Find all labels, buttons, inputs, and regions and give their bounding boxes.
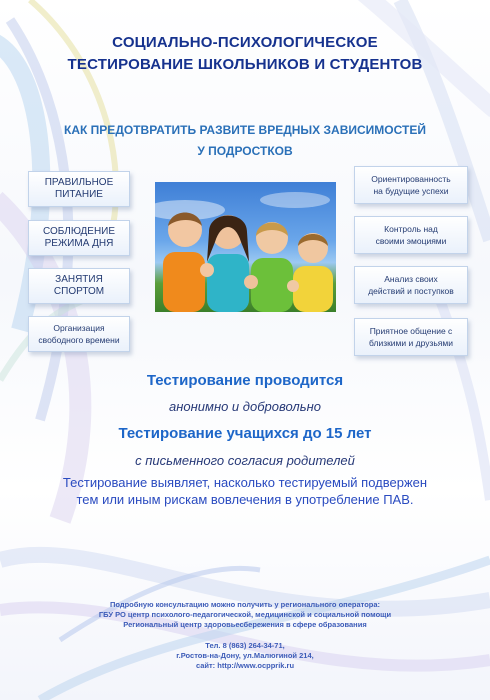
tile-text: СОБЛЮДЕНИЕ [42,226,116,237]
tile-free-time [28,316,130,352]
tile-text: Организация [53,323,105,333]
tile-pleasant-communication [354,318,468,356]
tile-proper-nutrition [28,171,130,207]
title-line-2: ТЕСТИРОВАНИЕ ШКОЛЬНИКОВ И СТУДЕНТОВ [67,56,423,73]
footer-site-link[interactable]: сайт: http://www.ocpprik.ru [195,661,295,670]
tile-sports [28,268,130,304]
tile-text: близкими и друзьями [369,338,453,348]
description-line-1: Тестирование выявляет, насколько тестируемый подвержен [62,475,428,490]
page-title [20,32,470,76]
tile-text: Приятное общение с [369,326,453,336]
tile-daily-routine [28,220,130,256]
tile-text: ПИТАНИЕ [55,189,103,200]
title-line-1: СОЦИАЛЬНО-ПСИХОЛОГИЧЕСКОЕ [112,34,378,51]
tile-text: РЕЖИМА ДНЯ [44,238,114,249]
footer-phone: Тел. 8 (863) 264-34-71, [205,641,285,650]
age-heading: Тестирование учащихся до 15 лет [118,425,372,442]
footer-line-2: ГБУ РО центр психолого-педагогической, медицинской и социальной помощи [98,610,392,619]
footer-contacts [70,641,420,671]
tile-text: ЗАНЯТИЯ [55,274,103,285]
footer-line-3: Региональный центр здоровьесбережения в сфере образования [123,620,367,629]
tile-text: Анализ своих [384,274,438,284]
teenagers-illustration [155,182,336,312]
anonymous-text: анонимно и добровольно [169,399,321,414]
tile-text: Ориентированность [371,174,451,184]
description-line-2: тем или иным рискам вовлечения в употребление ПАВ. [76,492,414,507]
tile-emotion-control [354,216,468,254]
page-subtitle [20,120,470,162]
tile-text: на будущие успехи [373,186,449,196]
tile-future-success [354,166,468,204]
description [25,474,465,508]
subtitle-line-2: У ПОДРОСТКОВ [197,144,293,158]
tile-text: свободного времени [38,335,120,345]
footer-operator-info [70,600,420,630]
subtitle-line-1: КАК ПРЕДОТВРАТИТЬ РАЗВИТЕ ВРЕДНЫХ ЗАВИСИМОСТЕЙ [64,123,426,137]
consent-text: с письменного согласия родителей [135,453,355,468]
tile-text: своими эмоциями [375,236,447,246]
tile-text: СПОРТОМ [53,286,105,297]
tile-self-analysis [354,266,468,304]
tile-text: ПРАВИЛЬНОЕ [44,177,114,188]
tile-text: действий и поступков [368,286,454,296]
testing-heading: Тестирование проводится [146,372,344,389]
tile-text: Контроль над [384,224,438,234]
teenagers-photo [155,182,336,312]
footer-line-1: Подробную консультацию можно получить у регионального оператора: [109,600,381,609]
footer-address: г.Ростов-на-Дону, ул.Малюгиной 214, [176,651,314,660]
